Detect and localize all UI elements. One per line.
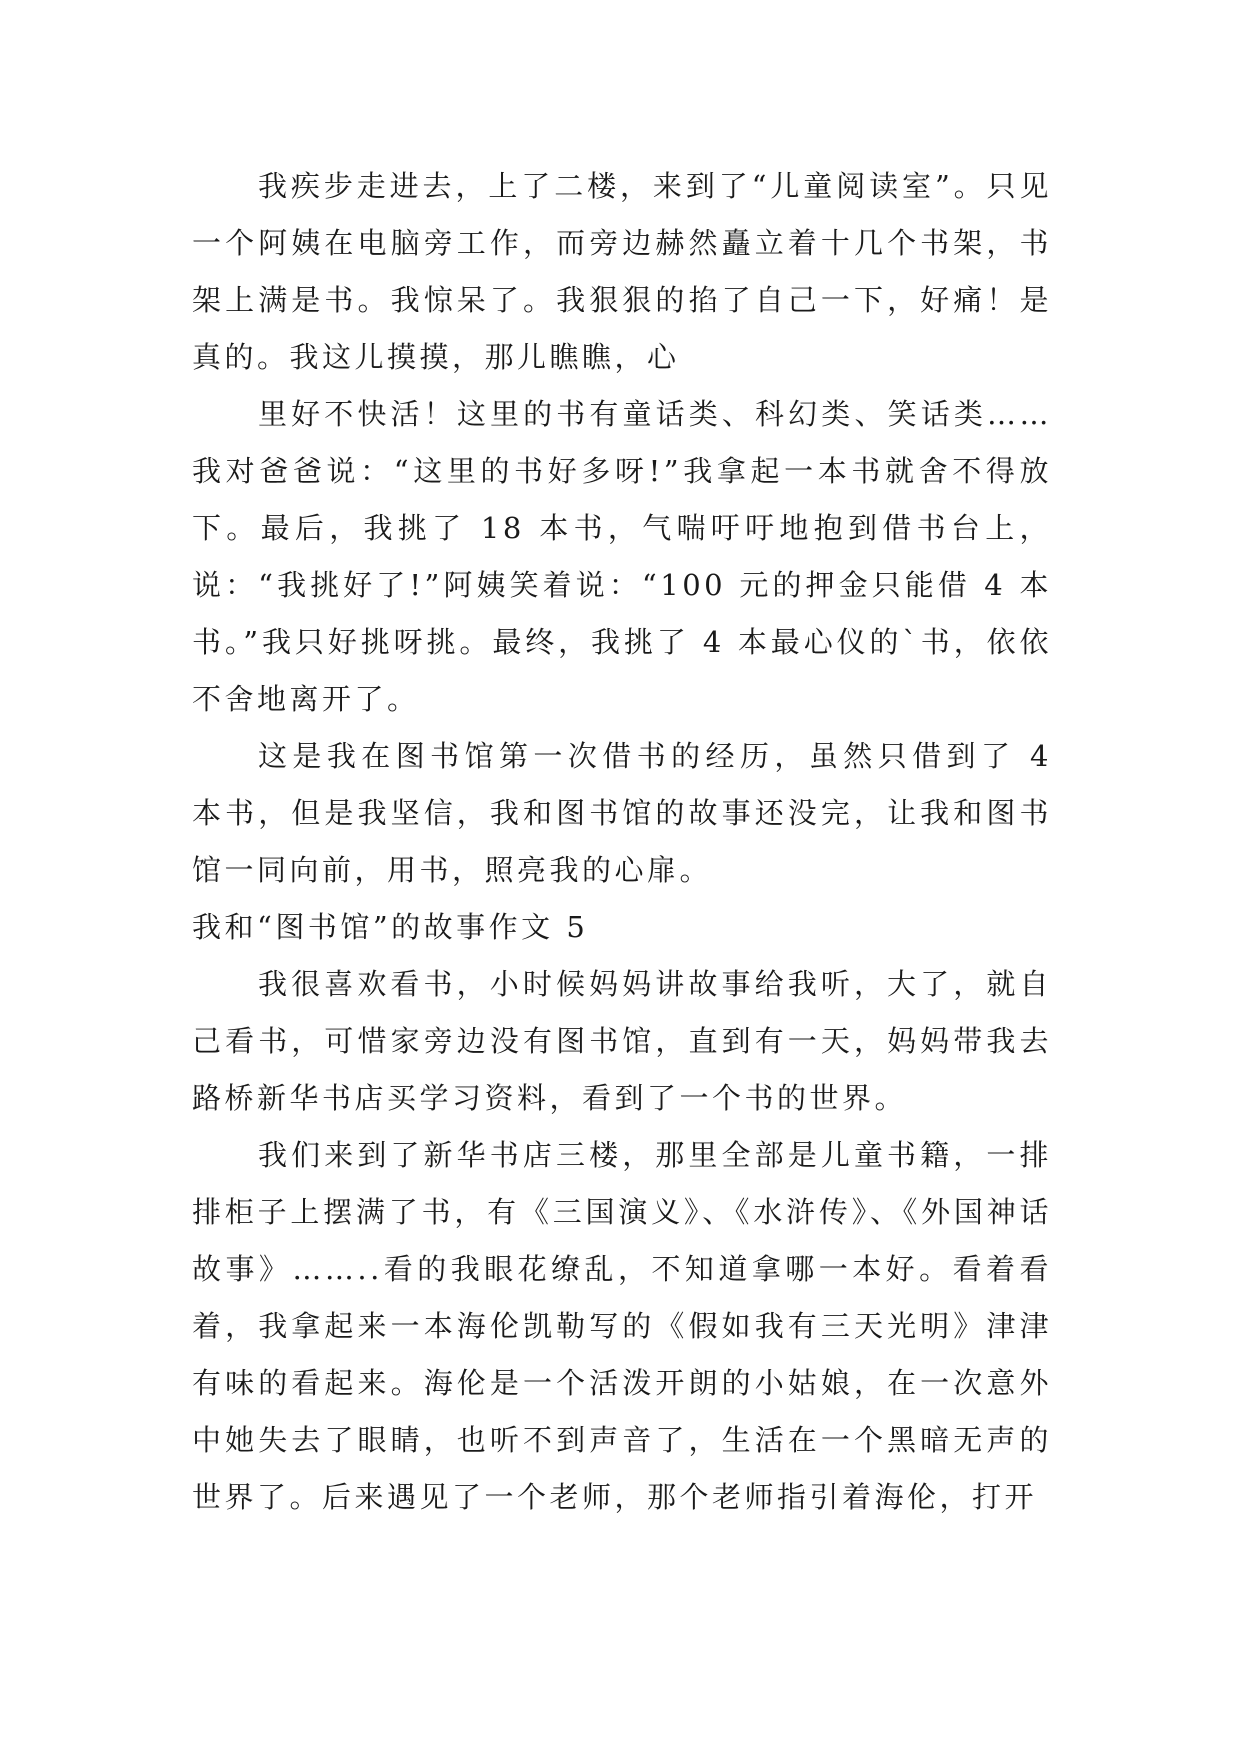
paragraph-4: 我很喜欢看书，小时候妈妈讲故事给我听，大了，就自己看书，可惜家旁边没有图书馆，直到有一天，妈妈带我去路桥新华书店买学习资料，看到了一个书的世界。	[192, 967, 1052, 1115]
paragraph-2: 里好不快活！这里的书有童话类、科幻类、笑话类……我对爸爸说：“这里的书好多呀!”我拿起一本书就舍不得放下。最后，我挑了 18 本书，气喘吁吁地抱到借书台上，说：“我挑好了!”阿姨笑着说：“100 元的押金只能借 4 本书。”我只好挑呀挑。最终，我挑了 4 本最心仪的`书，依依不舍地离开了。	[192, 397, 1052, 716]
paragraph-3: 这是我在图书馆第一次借书的经历，虽然只借到了 4 本书，但是我坚信，我和图书馆的故事还没完，让我和图书馆一同向前，用书，照亮我的心扉。	[192, 739, 1052, 887]
document-page	[192, 158, 1052, 1526]
paragraph-1: 我疾步走进去，上了二楼，来到了“儿童阅读室”。只见一个阿姨在电脑旁工作，而旁边赫然矗立着十几个书架，书架上满是书。我惊呆了。我狠狠的掐了自己一下，好痛！是真的。我这儿摸摸，那儿瞧瞧，心	[192, 169, 1052, 374]
paragraph-5: 我们来到了新华书店三楼，那里全部是儿童书籍，一排排柜子上摆满了书，有《三国演义》、《水浒传》、《外国神话故事》……..看的我眼花缭乱，不知道拿哪一本好。看着看着，我拿起来一本海伦凯勒写的《假如我有三天光明》津津有味的看起来。海伦是一个活泼开朗的小姑娘，在一次意外中她失去了眼睛，也听不到声音了，生活在一个黑暗无声的世界了。后来遇见了一个老师，那个老师指引着海伦，打开	[192, 1138, 1052, 1514]
section-heading: 我和“图书馆”的故事作文 5	[192, 910, 589, 944]
